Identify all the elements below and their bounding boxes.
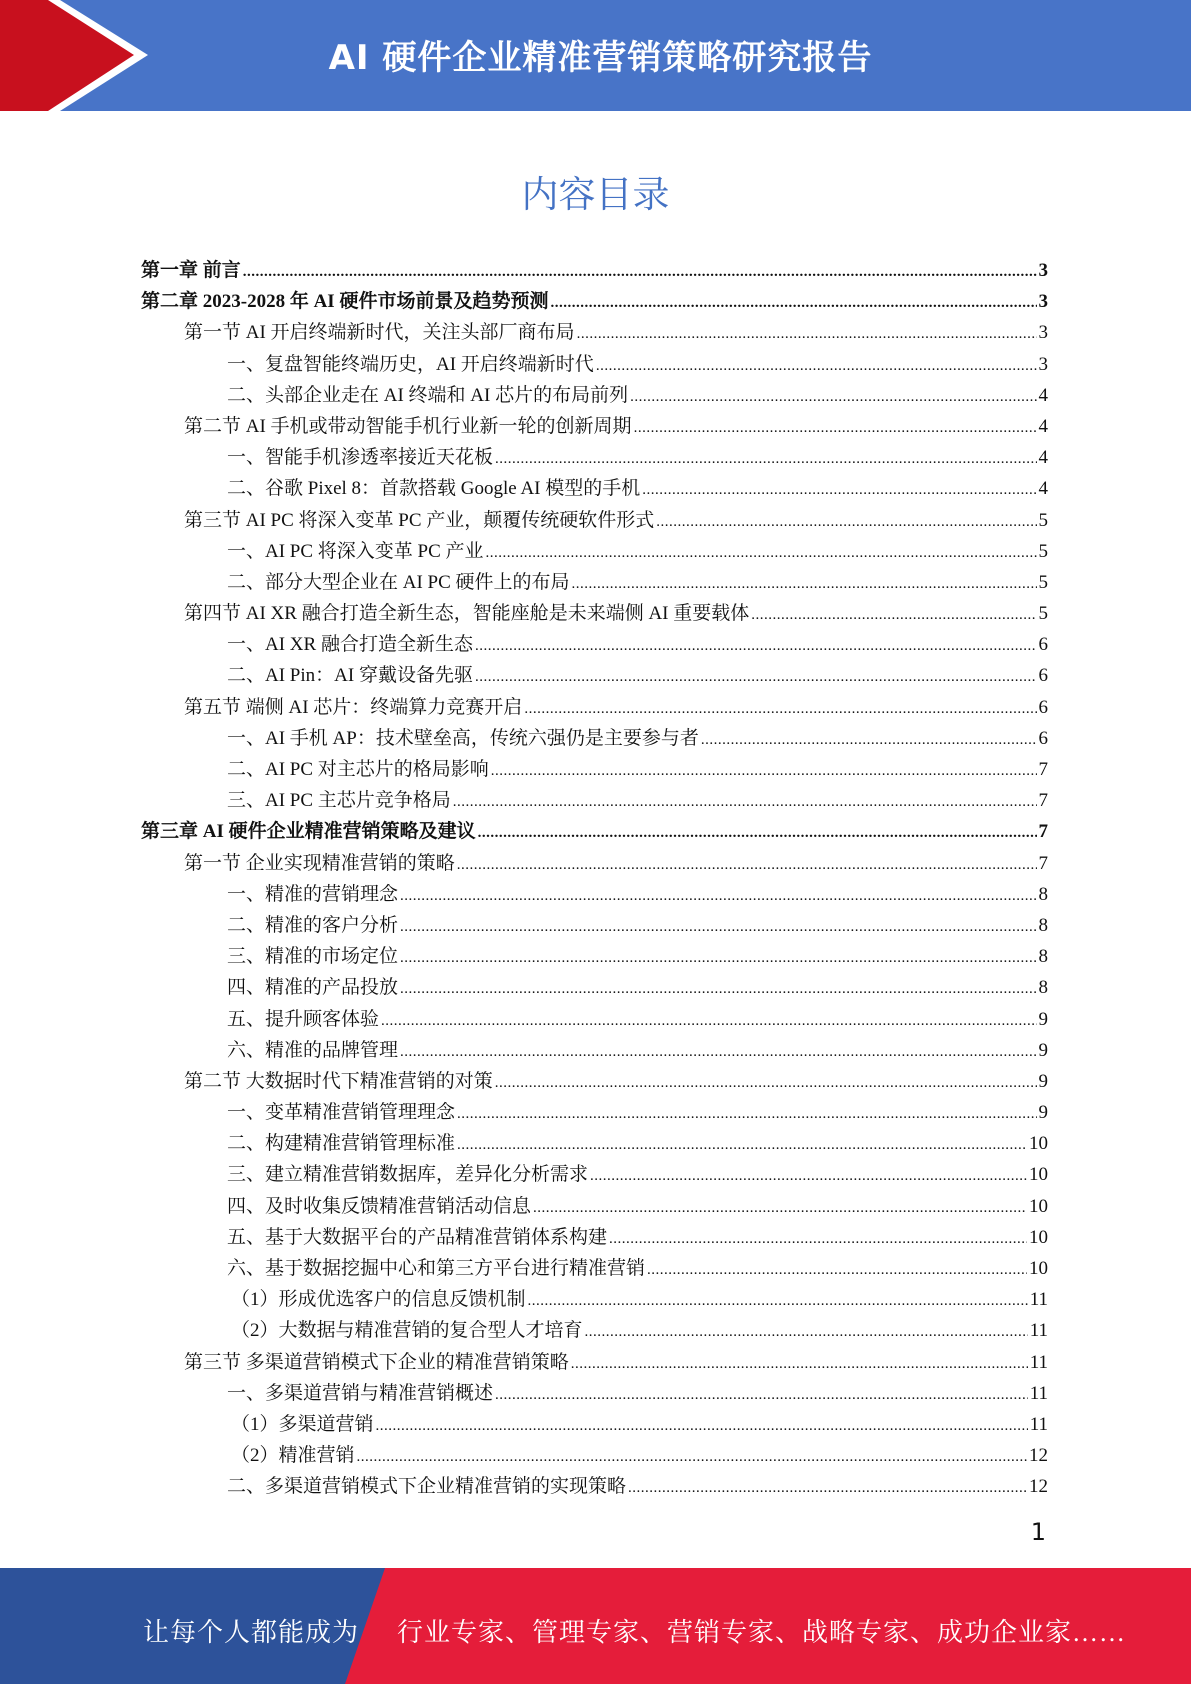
toc-entry-page: 12 [1029,1476,1048,1498]
toc-entry-page: 5 [1038,540,1048,562]
toc-entry-title: 第四节 AI XR 融合打造全新生态，智能座舱是未来端侧 AI 重要载体 [184,603,750,625]
toc-entry-title: 第二章 2023-2028 年 AI 硬件市场前景及趋势预测 [141,291,549,313]
toc-entry[interactable] [141,286,1048,317]
report-title: AI 硬件企业精准营销策略研究报告 [328,38,873,78]
toc-dot-leader [475,662,1037,693]
toc-entry-title: 三、精准的市场定位 [227,946,399,968]
toc-entry-page: 11 [1029,1289,1048,1311]
toc-dot-leader [491,756,1037,787]
toc-entry-page: 4 [1038,415,1048,437]
toc-entry-page: 3 [1038,260,1048,281]
toc-dot-leader [751,600,1036,631]
toc-entry-title: 五、提升顾客体验 [227,1008,380,1030]
toc-entry[interactable] [141,1315,1048,1346]
toc-dot-leader [585,1317,1028,1348]
toc-entry-title: 六、精准的品牌管理 [227,1039,399,1061]
table-of-contents [141,255,1048,1503]
toc-entry[interactable] [141,941,1048,972]
toc-entry-title: 第一节 AI 开启终端新时代，关注头部厂商布局 [184,322,575,344]
toc-dot-leader [400,912,1036,943]
toc-dot-leader [524,694,1036,725]
toc-entry[interactable] [141,723,1048,754]
toc-entry-title: 第二节 大数据时代下精准营销的对策 [184,1070,493,1092]
toc-dot-leader [647,1255,1027,1286]
toc-dot-leader [400,1037,1036,1068]
footer-band [0,1568,1191,1684]
toc-entry-page: 7 [1038,790,1048,812]
toc-entry-title: 三、建立精准营销数据库，差异化分析需求 [227,1164,589,1186]
toc-entry-title: 第五节 端侧 AI 芯片：终端算力竞赛开启 [184,696,523,718]
toc-entry-title: 一、精准的营销理念 [227,883,399,905]
toc-entry[interactable] [141,567,1048,598]
toc-entry[interactable] [141,598,1048,629]
toc-dot-leader [400,881,1036,912]
toc-dot-leader [528,1286,1028,1317]
toc-dot-leader [486,538,1037,569]
toc-entry-page: 7 [1038,821,1048,843]
toc-entry-title: 一、复盘智能终端历史，AI 开启终端新时代 [227,353,594,375]
toc-entry-title: 五、基于大数据平台的产品精准营销体系构建 [227,1226,608,1248]
toc-entry-page: 9 [1038,1102,1048,1124]
toc-entry-page: 10 [1029,1164,1048,1186]
toc-dot-leader [457,1130,1027,1161]
toc-entry[interactable] [141,536,1048,567]
toc-heading: 内容目录 [521,173,670,216]
toc-entry-title: 第一章 前言 [141,260,241,281]
header-band [0,0,1191,111]
toc-entry[interactable] [141,1378,1048,1409]
toc-entry-page: 10 [1029,1258,1048,1279]
toc-entry[interactable] [141,692,1048,723]
toc-dot-leader [381,1006,1036,1037]
toc-entry-page: 7 [1038,852,1048,874]
toc-entry-page: 3 [1038,322,1048,344]
toc-entry[interactable] [141,1035,1048,1066]
toc-entry-title: 一、AI XR 融合打造全新生态 [227,634,473,656]
toc-entry-page: 11 [1029,1351,1048,1373]
toc-entry-page: 8 [1038,977,1048,999]
toc-entry[interactable] [141,1409,1048,1440]
toc-entry-title: 第三节 AI PC 将深入变革 PC 产业，颠覆传统硬软件形式 [184,509,655,531]
toc-entry-page: 3 [1038,353,1048,375]
toc-dot-leader [243,257,1037,288]
toc-dot-leader [400,974,1036,1005]
toc-entry-title: 二、精准的客户分析 [227,914,399,936]
toc-entry[interactable] [141,317,1048,348]
toc-entry-page: 5 [1038,509,1048,531]
toc-entry-page: 11 [1029,1382,1048,1404]
toc-entry-title: 一、变革精准营销管理理念 [227,1102,456,1124]
toc-entry-page: 3 [1038,291,1048,313]
toc-entry[interactable] [141,629,1048,660]
toc-entry-title: 二、AI Pin：AI 穿戴设备先驱 [227,665,473,687]
toc-entry-title: 一、智能手机渗透率接近天花板 [227,447,494,469]
toc-entry[interactable] [141,1097,1048,1128]
footer-slogan-left: 让每个人都能成为 [143,1618,360,1647]
toc-entry-title: 二、构建精准营销管理标准 [227,1133,456,1155]
toc-entry[interactable] [141,473,1048,504]
toc-dot-leader [495,444,1036,475]
toc-entry[interactable] [141,660,1048,691]
toc-entry[interactable] [141,910,1048,941]
toc-dot-leader [495,1068,1037,1099]
toc-entry-page: 8 [1038,914,1048,936]
toc-entry[interactable] [141,380,1048,411]
toc-entry-page: 10 [1029,1133,1048,1155]
toc-entry-title: （2）精准营销 [231,1445,355,1467]
toc-entry[interactable] [141,1253,1048,1284]
page-number: 1 [1030,1518,1046,1546]
toc-dot-leader [572,569,1037,600]
toc-entry-page: 10 [1029,1195,1048,1217]
toc-entry-title: 一、AI PC 将深入变革 PC 产业 [227,540,484,562]
toc-dot-leader [457,1099,1036,1130]
toc-dot-leader [609,1224,1027,1255]
toc-dot-leader [571,1349,1028,1380]
toc-entry-title: 第一节 企业实现精准营销的策略 [184,852,455,874]
toc-dot-leader [642,475,1036,506]
toc-entry-page: 5 [1038,603,1048,625]
toc-entry[interactable] [141,1159,1048,1190]
toc-entry[interactable] [141,848,1048,879]
toc-entry-title: 二、AI PC 对主芯片的格局影响 [227,759,489,780]
toc-dot-leader [550,288,1036,319]
toc-entry-title: （2）大数据与精准营销的复合型人才培育 [231,1320,583,1342]
toc-entry[interactable] [141,255,1048,286]
toc-dot-leader [634,413,1037,444]
toc-entry[interactable] [141,879,1048,910]
toc-entry[interactable] [141,1440,1048,1471]
toc-entry[interactable] [141,1284,1048,1315]
toc-entry-page: 6 [1038,727,1048,749]
toc-entry-title: 三、AI PC 主芯片竞争格局 [227,790,451,812]
toc-entry-page: 5 [1038,571,1048,593]
toc-entry-title: 一、AI 手机 AP：技术壁垒高，传统六强仍是主要参与者 [227,727,699,749]
toc-entry[interactable] [141,349,1048,380]
toc-entry[interactable] [141,1471,1048,1502]
toc-entry[interactable] [141,972,1048,1003]
toc-entry[interactable] [141,1004,1048,1035]
toc-entry-page: 9 [1038,1039,1048,1061]
toc-entry-title: 四、精准的产品投放 [227,977,399,999]
toc-dot-leader [357,1442,1027,1473]
footer-slogan-right: 行业专家、管理专家、营销专家、战略专家、成功企业家…… [397,1618,1127,1647]
toc-entry-page: 4 [1038,384,1048,406]
toc-entry-page: 4 [1038,478,1048,500]
toc-entry[interactable] [141,1066,1048,1097]
toc-dot-leader [453,787,1037,818]
toc-entry[interactable] [141,816,1048,847]
toc-entry-title: 二、多渠道营销模式下企业精准营销的实现策略 [227,1476,627,1498]
toc-dot-leader [495,1380,1028,1411]
toc-entry-page: 10 [1029,1226,1048,1248]
toc-dot-leader [478,818,1037,849]
toc-dot-leader [457,850,1037,881]
toc-dot-leader [533,1193,1027,1224]
toc-entry[interactable] [141,411,1048,442]
toc-entry-page: 8 [1038,883,1048,905]
toc-dot-leader [628,1473,1027,1504]
toc-entry-title: 第三节 多渠道营销模式下企业的精准营销策略 [184,1351,569,1373]
toc-entry[interactable] [141,1191,1048,1222]
toc-entry-page: 12 [1029,1445,1048,1467]
toc-entry-page: 9 [1038,1008,1048,1030]
toc-dot-leader [577,319,1037,350]
toc-dot-leader [590,1161,1027,1192]
toc-entry-title: 一、多渠道营销与精准营销概述 [227,1382,494,1404]
toc-dot-leader [400,943,1036,974]
toc-dot-leader [630,382,1036,413]
toc-entry-page: 11 [1029,1320,1048,1342]
toc-entry-page: 6 [1038,634,1048,656]
toc-dot-leader [475,631,1037,662]
toc-entry-page: 8 [1038,946,1048,968]
toc-entry-title: （1）多渠道营销 [231,1413,374,1435]
toc-entry-title: 四、及时收集反馈精准营销活动信息 [227,1195,532,1217]
toc-entry-title: 二、头部企业走在 AI 终端和 AI 芯片的布局前列 [227,384,629,406]
toc-dot-leader [596,351,1037,382]
toc-entry[interactable] [141,754,1048,785]
toc-entry-page: 9 [1038,1070,1048,1092]
toc-entry[interactable] [141,1347,1048,1378]
toc-entry-title: 第二节 AI 手机或带动智能手机行业新一轮的创新周期 [184,415,632,437]
toc-dot-leader [701,725,1037,756]
toc-dot-leader [656,507,1036,538]
toc-entry-title: 第三章 AI 硬件企业精准营销策略及建议 [141,821,476,843]
toc-entry-title: （1）形成优选客户的信息反馈机制 [231,1289,526,1311]
toc-dot-leader [376,1411,1028,1442]
toc-entry[interactable] [141,1128,1048,1159]
toc-entry-page: 6 [1038,665,1048,687]
toc-entry-title: 六、基于数据挖掘中心和第三方平台进行精准营销 [227,1258,646,1279]
toc-entry[interactable] [141,442,1048,473]
toc-entry[interactable] [141,785,1048,816]
toc-entry-page: 4 [1038,447,1048,469]
toc-entry[interactable] [141,505,1048,536]
toc-entry-page: 6 [1038,696,1048,718]
toc-entry-title: 二、谷歌 Pixel 8：首款搭载 Google AI 模型的手机 [227,478,641,500]
toc-entry-page: 7 [1038,759,1048,780]
toc-entry[interactable] [141,1222,1048,1253]
toc-entry-title: 二、部分大型企业在 AI PC 硬件上的布局 [227,571,570,593]
toc-entry-page: 11 [1029,1413,1048,1435]
